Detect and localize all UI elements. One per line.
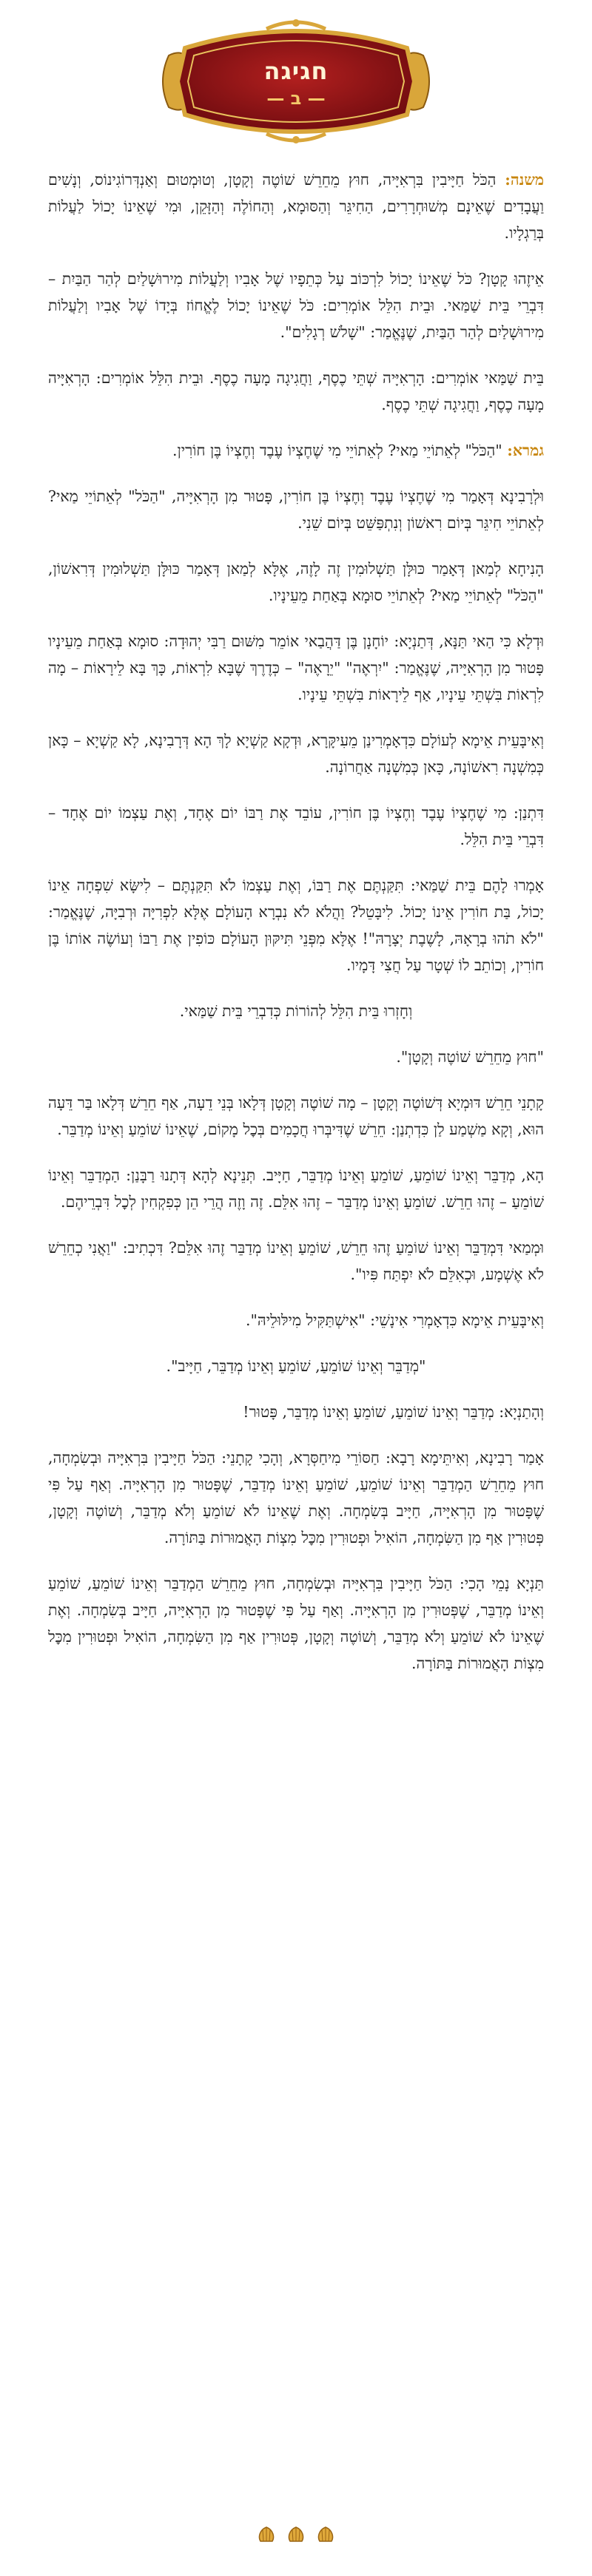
- paragraph: [48, 1307, 544, 1333]
- paragraph-text: הַכֹּל חַיָּיבִין בִּרְאִיָּיה, חוּץ מֵחֵרֵשׁ שׁוֹטֶה וְקָטָן, וְטוּמְטוּם וְאַנְדְּרוֹגִינוֹס, וְנָשִׁים וַעֲבָדִים שֶׁאֵינָם מְשׁוּחְרָרִים, הַחִיגֵּר וְהַסּוּמָא, וְהַחוֹלֶה וְהַזָּקֵן, וּמִי שֶׁאֵינוֹ יָכוֹל לַעֲלוֹת בְּרַגְלָיו.: [48, 171, 544, 242]
- shell-icon: [316, 2526, 335, 2543]
- paragraph: [48, 998, 544, 1024]
- paragraph-text: תַּנְיָא נָמֵי הָכִי: הַכֹּל חַיָּיבִין בִּרְאִיָּיה וּבְשִׂמְחָה, חוּץ מֵחֵרֵשׁ הַמְדַבֵּר וְאֵינוֹ שׁוֹמֵעַ, שׁוֹמֵעַ וְאֵינוֹ מְדַבֵּר, שֶׁפְּטוּרִין מִן הָרְאִיָּיה. וְאַף עַל פִּי שֶׁפָּטוּר מִן הָרְאִיָּיה, חַיָּיב בְּשִׂמְחָה. וְאֶת שֶׁאֵינוֹ לֹא שׁוֹמֵעַ וְלֹא מְדַבֵּר, וְשׁוֹטֶה וְקָטָן, פְּטוּרִין אַף מִן הַשִּׂמְחָה, הוֹאִיל וּפְטוּרִין מִכׇּל מִצְוֹת הָאֲמוּרוֹת בַּתּוֹרָה.: [48, 1575, 544, 1672]
- paragraph: [48, 1399, 544, 1425]
- paragraph: [48, 365, 544, 418]
- page-title: חגיגה: [263, 57, 329, 85]
- paragraph: [48, 1570, 544, 1677]
- paragraph-text: וּמְמַאי דִּמְדַבֵּר וְאֵינוֹ שׁוֹמֵעַ זֶהוּ חֵרֵשׁ, שׁוֹמֵעַ וְאֵינוֹ מְדַבֵּר זֶהוּ אִלֵּם? דִּכְתִיב: "וַאֲנִי כְחֵרֵשׁ לֹא אֶשְׁמָע, וּכְאִלֵּם לֹא יִפְתַּח פִּיו".: [48, 1239, 544, 1283]
- paragraph: [48, 166, 544, 246]
- paragraph: [48, 1234, 544, 1288]
- section-label: משנה:: [505, 171, 544, 189]
- paragraph: [48, 483, 544, 536]
- paragraph-text: "חוּץ מֵחֵרֵשׁ שׁוֹטֶה וְקָטָן".: [396, 1048, 544, 1066]
- paragraph: [48, 799, 544, 853]
- paragraph-text: הָא, מְדַבֵּר וְאֵינוֹ שׁוֹמֵעַ, שׁוֹמֵעַ וְאֵינוֹ מְדַבֵּר, חַיָּיב. תְּנֵינָא לְהָא דְּתָנוּ רַבָּנַן: הַמְדַבֵּר וְאֵינוֹ שׁוֹמֵעַ – זֶהוּ חֵרֵשׁ. שׁוֹמֵעַ וְאֵינוֹ מְדַבֵּר – זֶהוּ אִלֵּם. זֶה וָזֶה הֲרֵי הֵן כְּפִקְחִין לְכׇל דִּבְרֵיהֶם.: [48, 1166, 544, 1211]
- paragraph-text: דִּתְנַן: מִי שֶׁחֶצְיוֹ עֶבֶד וְחֶצְיוֹ בֶּן חוֹרִין, עוֹבֵד אֶת רַבּוֹ יוֹם אֶחָד, וְאֶת עַצְמוֹ יוֹם אֶחָד – דִּבְרֵי בֵּית הִלֵּל.: [48, 804, 544, 848]
- paragraph-text: בֵּית שַׁמַּאי אוֹמְרִים: הָרְאִיָּיה שְׁתֵּי כֶסֶף, וַחֲגִיגָה מָעָה כֶסֶף. וּבֵית הִלֵּל אוֹמְרִים: הָרְאִיָּיה מָעָה כֶסֶף, וַחֲגִיגָה שְׁתֵּי כֶסֶף.: [48, 369, 544, 413]
- paragraph: [48, 727, 544, 780]
- paragraph-text: הָנִיחָא לְמַאן דְּאָמַר כּוּלָּן תַּשְׁלוּמִין זֶה לָזֶה, אֶלָּא לְמַאן דְּאָמַר כּוּלָּן תַּשְׁלוּמִין דְּרִאשׁוֹן, "הַכֹּל" לְאֵתוֹיֵי מַאי? לְאֵתוֹיֵי סוּמָא בְּאַחַת מֵעֵינָיו.: [48, 560, 544, 604]
- paragraph: [48, 628, 544, 708]
- paragraph-text: וְחָזְרוּ בֵּית הִלֵּל לְהוֹרוֹת כְּדִבְרֵי בֵּית שַׁמַּאי.: [179, 1002, 413, 1020]
- title-banner: [0, 18, 592, 144]
- shell-icon: [286, 2526, 306, 2543]
- paragraph-text: וְאִיבָּעֵית אֵימָא לְעוֹלָם כִּדְאָמְרִינַן מֵעִיקָּרָא, וּדְקָא קַשְׁיָא לָךְ הָא דְּרָבִינָא, לָא קַשְׁיָא – כָּאן כְּמִשְׁנָה רִאשׁוֹנָה, כָּאן כְּמִשְׁנָה אַחֲרוֹנָה.: [48, 731, 544, 776]
- paragraph-text: וּלְרָבִינָא דְּאָמַר מִי שֶׁחֶצְיוֹ עֶבֶד וְחֶצְיוֹ בֶּן חוֹרִין, פָּטוּר מִן הָרְאִיָּיה, "הַכֹּל" לְאֵתוֹיֵי מַאי? לְאֵתוֹיֵי חִיגֵּר בְּיוֹם רִאשׁוֹן וְנִתְפַּשֵּׁט בְּיוֹם שֵׁנִי.: [48, 487, 544, 532]
- paragraph-text: וְאִיבָּעֵית אֵימָא כִּדְאָמְרִי אִינָשֵׁי: "אִישְׁתַּקִּיל מִילּוּלֵיהּ".: [245, 1311, 544, 1329]
- paragraph-text: וּדְלָא כִּי הַאי תַּנָּא, דְּתַנְיָא: יוֹחָנָן בֶּן דַּהֲבַאי אוֹמֵר מִשּׁוּם רַבִּי יְהוּדָה: סוּמָא בְּאַחַת מֵעֵינָיו פָּטוּר מִן הָרְאִיָּיה, שֶׁנֶּאֱמַר: "יִרְאֶה" "יֵרָאֶה" – כְּדֶרֶךְ שֶׁבָּא לִרְאוֹת, כָּךְ בָּא לֵירָאוֹת – מָה לִרְאוֹת בִּשְׁתֵּי עֵינָיו, אַף לֵירָאוֹת בִּשְׁתֵּי עֵינָיו.: [48, 632, 544, 703]
- paragraph: [48, 1089, 544, 1143]
- paragraph: [48, 266, 544, 345]
- paragraph-text: אֵיזֶהוּ קָטָן? כֹּל שֶׁאֵינוֹ יָכוֹל לִרְכּוֹב עַל כְּתֵפָיו שֶׁל אָבִיו וְלַעֲלוֹת מִירוּשָׁלַיִם לְהַר הַבַּיִת – דִּבְרֵי בֵּית שַׁמַּאי. וּבֵית הִלֵּל אוֹמְרִים: כֹּל שֶׁאֵינוֹ יָכוֹל לֶאֱחוֹז בְּיָדוֹ שֶׁל אָבִיו וְלַעֲלוֹת מִירוּשָׁלַיִם לְהַר הַבַּיִת, שֶׁנֶּאֱמַר: "שָׁלֹשׁ רְגָלִים".: [48, 270, 544, 341]
- paragraph: [48, 555, 544, 609]
- paragraph: [48, 1044, 544, 1070]
- paragraph: [48, 1444, 544, 1551]
- paragraph-text: "הַכֹּל" לְאֵתוֹיֵי מַאי? לְאֵתוֹיֵי מִי שֶׁחֶצְיוֹ עֶבֶד וְחֶצְיוֹ בֶּן חוֹרִין.: [172, 442, 502, 459]
- banner-text: [0, 57, 592, 109]
- paragraph: [48, 872, 544, 978]
- paragraph-text: "מְדַבֵּר וְאֵינוֹ שׁוֹמֵעַ, שׁוֹמֵעַ וְאֵינוֹ מְדַבֵּר, חַיָּיב".: [166, 1357, 426, 1375]
- paragraph-text: אָמַר רָבִינָא, וְאִיתֵּימָא רָבָא: חַסּוֹרֵי מִיחַסְּרָא, וְהָכִי קָתָנֵי: הַכֹּל חַיָּיבִין בִּרְאִיָּיה וּבְשִׂמְחָה, חוּץ מֵחֵרֵשׁ הַמְדַבֵּר וְאֵינוֹ שׁוֹמֵעַ, שׁוֹמֵעַ וְאֵינוֹ מְדַבֵּר, שֶׁפָּטוּר מִן הָרְאִיָּיה. וְאַף עַל פִּי שֶׁפָּטוּר מִן הָרְאִיָּיה, חַיָּיב בְּשִׂמְחָה. וְאֶת שֶׁאֵינוֹ לֹא שׁוֹמֵעַ וְלֹא מְדַבֵּר, וְשׁוֹטֶה וְקָטָן, פְּטוּרִין אַף מִן הַשִּׂמְחָה, הוֹאִיל וּפְטוּרִין מִכׇּל מִצְוֹת הָאֲמוּרוֹת בַּתּוֹרָה.: [48, 1449, 544, 1546]
- paragraph: [48, 1162, 544, 1215]
- section-label: גמרא:: [507, 442, 544, 459]
- text-body: [48, 166, 544, 1696]
- paragraph-text: אָמְרוּ לָהֶם בֵּית שַׁמַּאי: תִּקַּנְתֶּם אֶת רַבּוֹ, וְאֶת עַצְמוֹ לֹא תִּקַּנְתֶּם – לִישָּׂא שִׁפְחָה אֵינוֹ יָכוֹל, בַּת חוֹרִין אֵינוֹ יָכוֹל. לִיבָּטֵל? וַהֲלֹא לֹא נִבְרָא הָעוֹלָם אֶלָּא לִפְרִיָּה וּרְבִיָּה, שֶׁנֶּאֱמַר: "לֹא תֹהוּ בְרָאָהּ, לָשֶׁבֶת יְצָרָהּ"! אֶלָּא מִפְּנֵי תִּיקּוּן הָעוֹלָם כּוֹפִין אֶת רַבּוֹ וְעוֹשֶׂה אוֹתוֹ בֶּן חוֹרִין, וְכוֹתֵב לוֹ שְׁטָר עַל חֲצִי דָּמָיו.: [48, 876, 544, 974]
- paragraph-text: וְהָתַנְיָא: מְדַבֵּר וְאֵינוֹ שׁוֹמֵעַ, שׁוֹמֵעַ וְאֵינוֹ מְדַבֵּר, פָּטוּר!: [243, 1403, 544, 1421]
- paragraph: [48, 1353, 544, 1379]
- shell-icon: [257, 2526, 276, 2543]
- daf-number: — ב —: [266, 88, 326, 109]
- paragraph-text: קָתָנֵי חֵרֵשׁ דּוּמְיָא דְּשׁוֹטֶה וְקָטָן – מָה שׁוֹטֶה וְקָטָן דְּלָאו בְּנֵי דֵעָה, אַף חֵרֵשׁ דְּלָאו בַּר דֵּעָה הוּא, וְקָא מַשְׁמַע לַן כִּדְתְנַן: חֵרֵשׁ שֶׁדִּיבְּרוּ חֲכָמִים בְּכׇל מָקוֹם, שֶׁאֵינוֹ שׁוֹמֵעַ וְאֵינוֹ מְדַבֵּר.: [48, 1094, 544, 1138]
- paragraph: [48, 437, 544, 464]
- footer-ornaments: [0, 2526, 592, 2543]
